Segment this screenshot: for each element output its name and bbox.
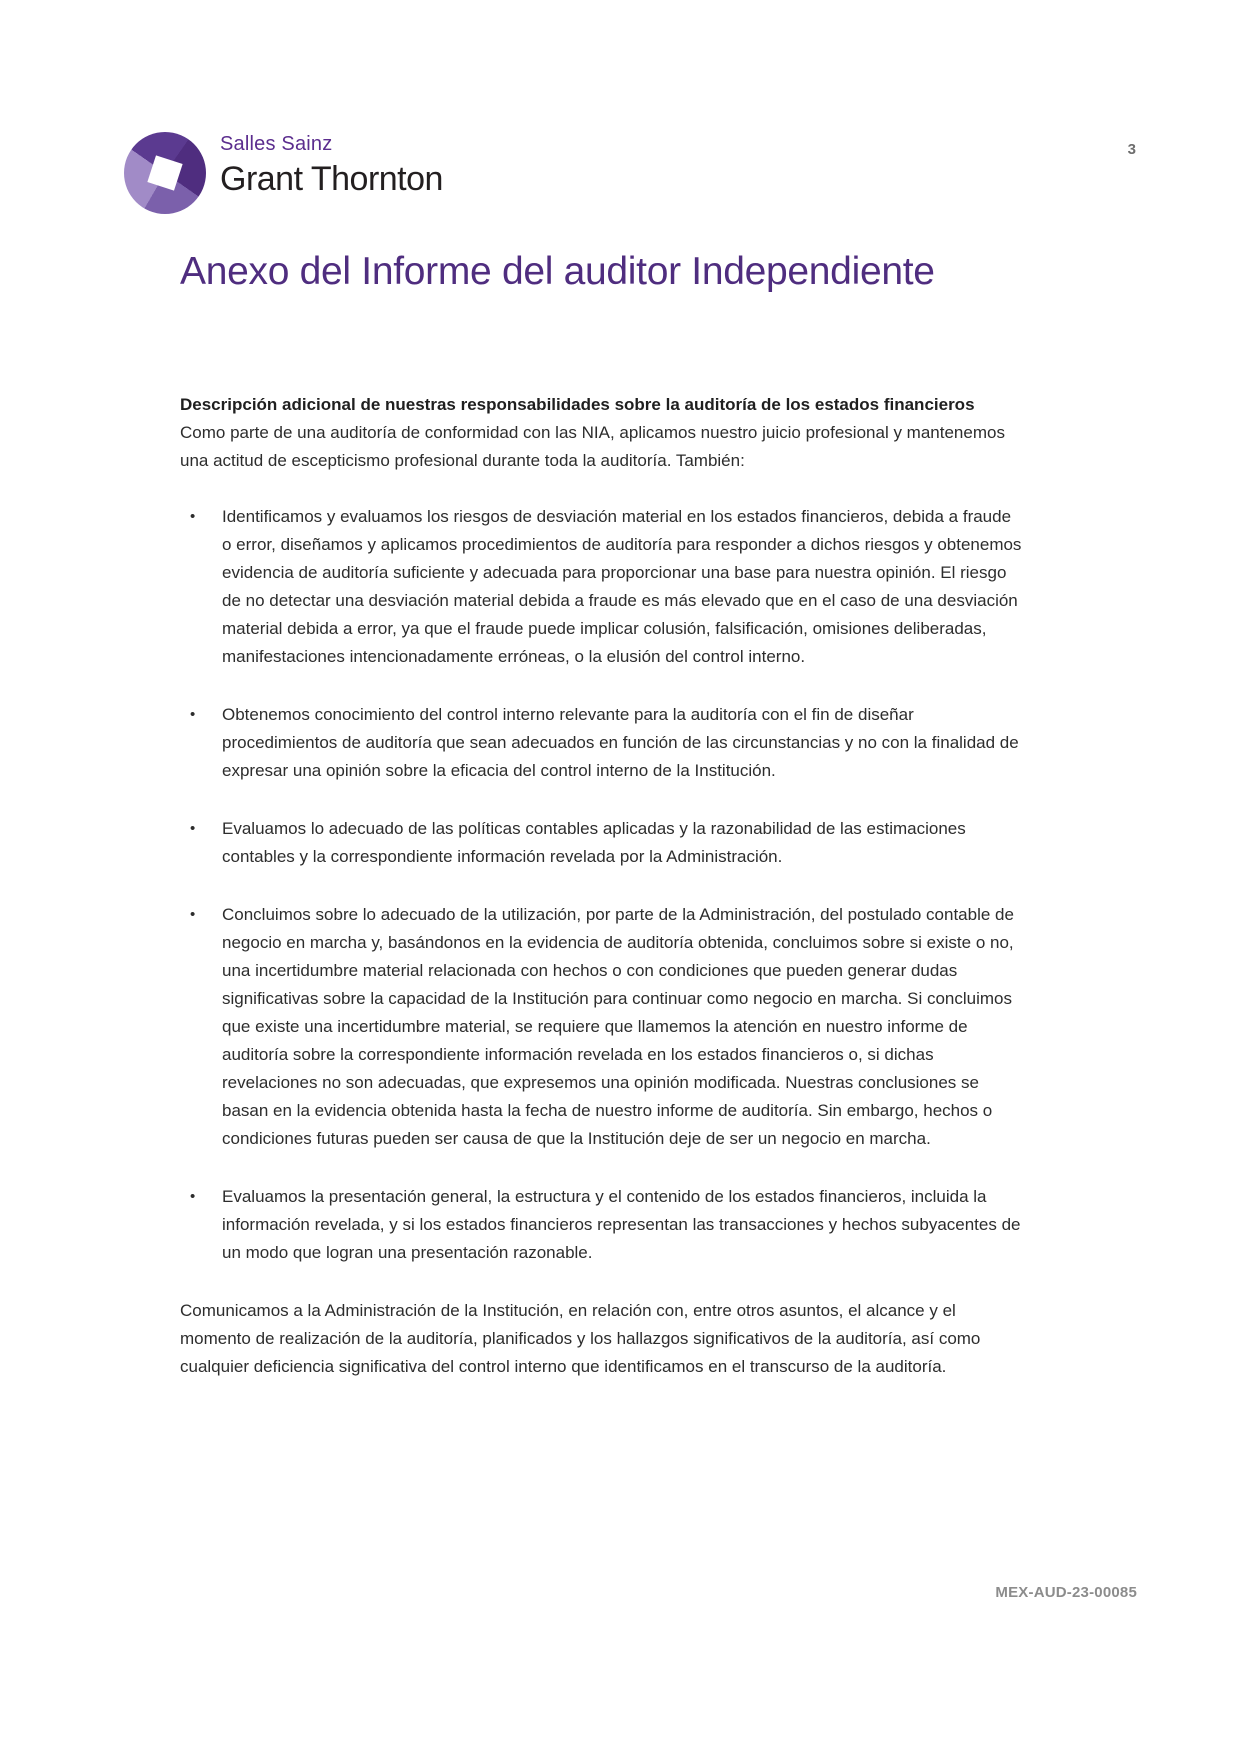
bullet-icon: •: [190, 906, 196, 923]
list-item: [180, 815, 1023, 871]
bullet-icon: •: [190, 820, 196, 837]
section-heading: Descripción adicional de nuestras responsabilidades sobre la auditoría de los estados financieros: [180, 395, 975, 414]
logo-text: [220, 132, 443, 199]
document-body: [180, 248, 1023, 1381]
closing-paragraph: Comunicamos a la Administración de la Institución, en relación con, entre otros asuntos, el alcance y el momento de realización de la auditoría, planificados y los hallazgos significativos de la auditoría, así como cualquier deficiencia significativa del control interno que identificamos en el transcurso de la auditoría.: [180, 1301, 981, 1376]
document-reference-code: MEX-AUD-23-00085: [995, 1584, 1137, 1601]
bullet-icon: •: [190, 1188, 196, 1205]
brand-header: [124, 132, 443, 214]
bullet-icon: •: [190, 508, 196, 525]
list-item-text: Concluimos sobre lo adecuado de la utilización, por parte de la Administración, del postulado contable de negocio en marcha y, basándonos en la evidencia de auditoría obtenida, concluimos sobre si existe o no, una incertidumbre material relacionada con hechos o con condiciones que pueden generar dudas significativas sobre la capacidad de la Institución para continuar como negocio en marcha. Si concluimos que existe una incertidumbre material, se requiere que llamemos la atención en nuestro informe de auditoría sobre la correspondiente información revelada en los estados financieros o, si dichas revelaciones no son adecuadas, que expresemos una opinión modificada. Nuestras conclusiones se basan en la evidencia obtenida hasta la fecha de nuestro informe de auditoría. Sin embargo, hechos o condiciones futuras pueden ser causa de que la Institución deje de ser un negocio en marcha.: [222, 905, 1014, 1148]
list-item-text: Obtenemos conocimiento del control interno relevante para la auditoría con el fin de diseñar procedimientos de auditoría que sean adecuados en función de las circunstancias y no con la finalidad de expresar una opinión sobre la eficacia del control interno de la Institución.: [222, 705, 1019, 780]
page-title: Anexo del Informe del auditor Independiente: [180, 250, 935, 293]
list-item: [180, 503, 1023, 671]
list-item: [180, 1183, 1023, 1267]
logo-tagline: Salles Sainz: [220, 133, 333, 155]
intro-paragraph: Como parte de una auditoría de conformidad con las NIA, aplicamos nuestro juicio profesional y mantenemos una actitud de escepticismo profesional durante toda la auditoría. También:: [180, 423, 1005, 470]
list-item-text: Evaluamos la presentación general, la estructura y el contenido de los estados financieros, incluida la información revelada, y si los estados financieros representan las transacciones y hechos subyacentes de un modo que logran una presentación razonable.: [222, 1187, 1021, 1262]
responsibilities-bullet-list: [180, 503, 1023, 1267]
bullet-icon: •: [190, 706, 196, 723]
list-item: [180, 701, 1023, 785]
list-item: [180, 901, 1023, 1153]
logo-brand-name: Grant Thornton: [220, 160, 443, 198]
page-number: 3: [1127, 141, 1136, 158]
list-item-text: Evaluamos lo adecuado de las políticas contables aplicadas y la razonabilidad de las estimaciones contables y la correspondiente información revelada por la Administración.: [222, 819, 966, 866]
list-item-text: Identificamos y evaluamos los riesgos de desviación material en los estados financieros, debida a fraude o error, diseñamos y aplicamos procedimientos de auditoría para responder a dichos riesgos y obtenemos evidencia de auditoría suficiente y adecuada para proporcionar una base para nuestra opinión. El riesgo de no detectar una desviación material debida a fraude es más elevado que en el caso de una desviación material debida a error, ya que el fraude puede implicar colusión, falsificación, omisiones deliberadas, manifestaciones intencionadamente erróneas, o la elusión del control interno.: [222, 507, 1022, 666]
grant-thornton-pinwheel-icon: [124, 132, 206, 214]
